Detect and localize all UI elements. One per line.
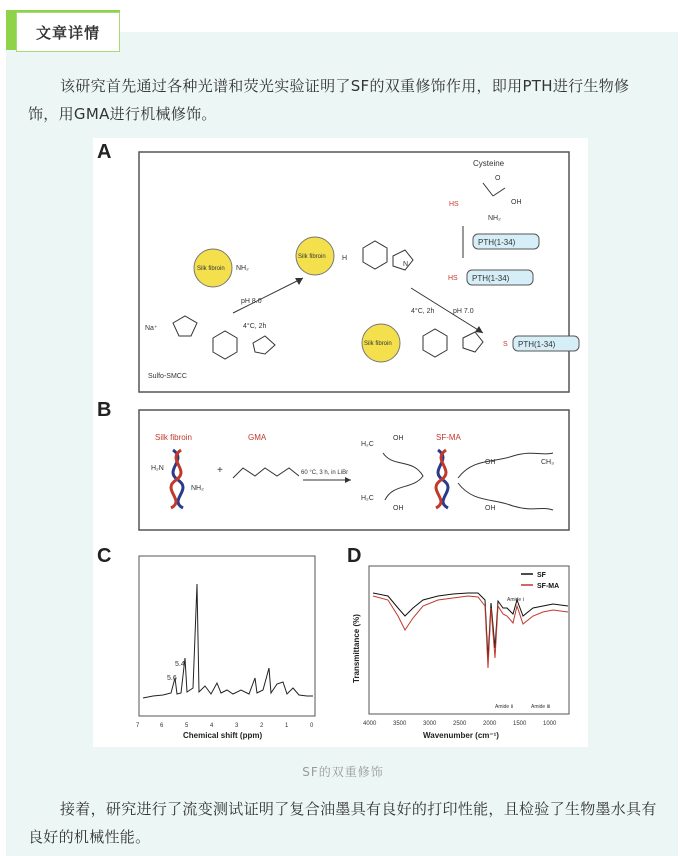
svg-text:1500: 1500 bbox=[513, 721, 527, 727]
pth-label-3: PTH(1-34) bbox=[518, 340, 556, 349]
svg-text:0: 0 bbox=[310, 723, 314, 729]
svg-text:3: 3 bbox=[235, 723, 239, 729]
nmr-peak-label-1: 5.4 bbox=[175, 661, 185, 668]
cond2-label: 4°C, 2h bbox=[411, 308, 435, 315]
section-tag: 文章详情 bbox=[16, 12, 120, 52]
s-label: S bbox=[503, 341, 508, 348]
b-ch3-label: CH₃ bbox=[541, 459, 554, 466]
amide3-label: Amide Ⅲ bbox=[531, 704, 551, 710]
pth-label-1: PTH(1-34) bbox=[478, 238, 516, 247]
ph7-label: pH 7.0 bbox=[453, 308, 474, 315]
n-label: N bbox=[403, 261, 409, 268]
amide1-label: Amide Ⅰ bbox=[507, 597, 525, 603]
cond1-label: 4°C, 2h bbox=[243, 323, 267, 330]
b-oh-label-3: OH bbox=[485, 459, 496, 466]
b-h2n-label: H₂N bbox=[151, 465, 164, 472]
pth-label-2: PTH(1-34) bbox=[472, 274, 510, 283]
svg-text:2000: 2000 bbox=[483, 721, 497, 727]
ftir-ylabel: Transmittance (%) bbox=[352, 614, 361, 683]
b-h2c-label-2: H₂C bbox=[361, 495, 374, 502]
paragraph-rheology: 接着，研究进行了流变测试证明了复合油墨具有良好的打印性能，且检验了生物墨水具有良好的机械性能。 bbox=[28, 800, 657, 846]
hs-label-2: HS bbox=[448, 275, 458, 282]
svg-text:2500: 2500 bbox=[453, 721, 467, 727]
svg-text:2: 2 bbox=[260, 723, 264, 729]
b-nh2-label: NH₂ bbox=[191, 485, 204, 492]
nmr-peak-label-2: 5.6 bbox=[167, 675, 177, 682]
svg-text:1000: 1000 bbox=[543, 721, 557, 727]
svg-text:3000: 3000 bbox=[423, 721, 437, 727]
plus-sign: + bbox=[217, 465, 223, 476]
svg-text:1: 1 bbox=[285, 723, 289, 729]
ftir-ticks bbox=[363, 721, 557, 727]
b-oh-label-2: OH bbox=[393, 505, 404, 512]
svg-text:5: 5 bbox=[185, 723, 189, 729]
panel-d-letter: D bbox=[347, 545, 362, 567]
svg-text:6: 6 bbox=[160, 723, 164, 729]
silk-label-1: Silk fibroin bbox=[197, 266, 225, 272]
o-label: O bbox=[495, 175, 501, 182]
silk-label-2: Silk fibroin bbox=[298, 254, 326, 260]
svg-text:4000: 4000 bbox=[363, 721, 377, 727]
b-silk-label: Silk fibroin bbox=[155, 433, 192, 442]
b-oh-label-1: OH bbox=[393, 435, 404, 442]
paragraph-intro: 该研究首先通过各种光谱和荧光实验证明了SF的双重修饰作用，即用PTH进行生物修饰，用GMA进行机械修饰。 bbox=[28, 77, 630, 123]
b-gma-label: GMA bbox=[248, 433, 267, 442]
ph8-label: pH 8.0 bbox=[241, 298, 262, 305]
cysteine-label: Cysteine bbox=[473, 159, 505, 168]
legend-sf: SF bbox=[537, 572, 546, 579]
na-label: Na⁺ bbox=[145, 325, 158, 332]
ftir-xlabel: Wavenumber (cm⁻¹) bbox=[423, 731, 499, 740]
b-sfma-label: SF-MA bbox=[436, 433, 461, 442]
nmr-xlabel: Chemical shift (ppm) bbox=[183, 731, 263, 740]
sulfo-label: Sulfo-SMCC bbox=[148, 373, 187, 380]
figure-image bbox=[93, 138, 588, 747]
b-cond-label: 60 °C, 3 h, in LiBr bbox=[301, 470, 349, 476]
nh2-label-2: NH₂ bbox=[236, 265, 249, 272]
h-label: H bbox=[342, 255, 348, 262]
svg-text:7: 7 bbox=[136, 723, 140, 729]
svg-text:4: 4 bbox=[210, 723, 214, 729]
legend-sfma: SF-MA bbox=[537, 583, 560, 590]
panel-b-letter: B bbox=[97, 399, 112, 421]
nmr-ticks bbox=[136, 723, 314, 729]
b-oh-label-4: OH bbox=[485, 505, 496, 512]
panel-c-letter: C bbox=[97, 545, 112, 567]
figure-caption: SF的双重修饰 bbox=[302, 765, 384, 779]
silk-label-3: Silk fibroin bbox=[364, 341, 392, 347]
nh2-label: NH₂ bbox=[488, 215, 501, 222]
oh-label: OH bbox=[511, 199, 522, 206]
hs-label: HS bbox=[449, 201, 459, 208]
panel-a-letter: A bbox=[97, 141, 112, 163]
b-h2c-label-1: H₂C bbox=[361, 441, 374, 448]
svg-text:3500: 3500 bbox=[393, 721, 407, 727]
figure-svg bbox=[93, 138, 588, 747]
amide2-label: Amide Ⅱ bbox=[495, 704, 514, 710]
panel-b-frame bbox=[139, 410, 569, 530]
